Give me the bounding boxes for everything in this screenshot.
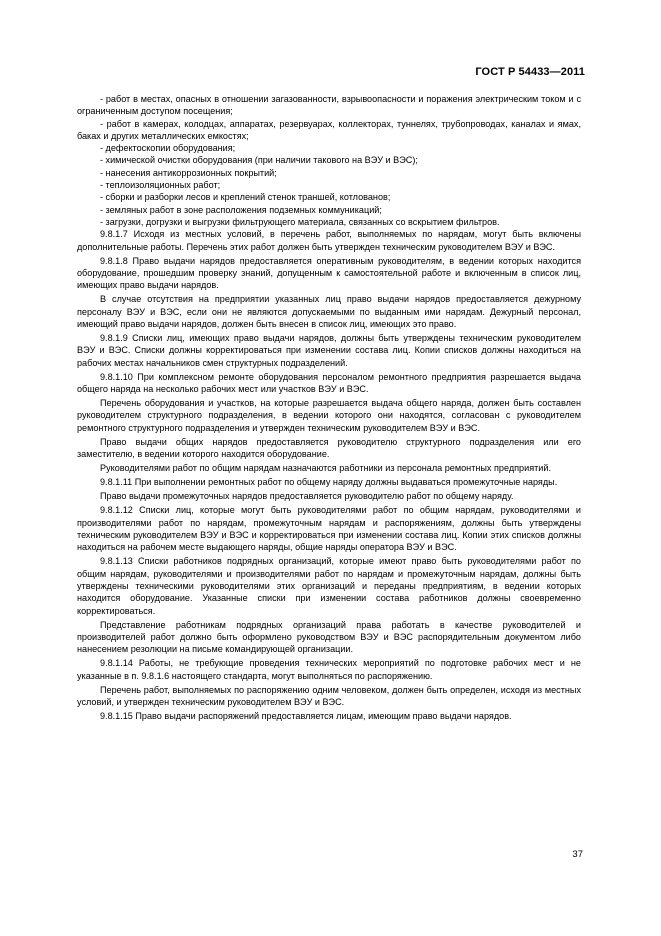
paragraph: - сборки и разборки лесов и креплений стенок траншей, котлованов; [100, 192, 391, 203]
paragraph: - работ в камерах, колодцах, аппаратах, резервуарах, коллекторах, туннелях, трубопроводах, каналах и ямах, баках и других металлических емкостях; [77, 118, 581, 141]
paragraph: Представление работникам подрядных организаций права работать в качестве руководителей и производителей работ должно быть оформлено руководством ВЭУ и ВЭС распорядительным документом либо нанесением резолюции на письме командирующей организации. [77, 619, 581, 655]
paragraph: - загрузки, догрузки и выгрузки фильтрующего материала, связанных со вскрытием фильтров. [100, 216, 500, 227]
paragraph: Право выдачи промежуточных нарядов предоставляется руководителю работ по общему наряду. [100, 491, 514, 502]
paragraph: - работ в местах, опасных в отношении загазованности, взрывоопасности и поражения электрическим током и с ограниченным доступом посещения; [77, 94, 581, 117]
paragraph: - нанесения антикоррозионных покрытий; [100, 167, 277, 178]
page-number: 37 [572, 849, 583, 860]
paragraph: 9.8.1.11 При выполнении ремонтных работ по общему наряду должны выдаваться промежуточные наряды. [100, 477, 558, 488]
paragraph: 9.8.1.12 Списки лиц, которые могут быть руководителями работ по общим нарядам, руководителями и производителями работ по нарядам, промежуточным нарядам и распоряжениям, должны быть утверждены техническим руководителем ВЭУ и ВЭС и корректироваться при изменении состава лиц. Копии этих списков должны находиться на рабочем месте выдающего наряды, общие наряды оператора ВЭУ и ВЭС. [77, 505, 581, 553]
standard-header: ГОСТ Р 54433—2011 [475, 66, 585, 78]
paragraph: Право выдачи общих нарядов предоставляется руководителю структурного подразделения или его заместителю, в ведении которого находится оборудование. [77, 436, 581, 460]
paragraph: 9.8.1.14 Работы, не требующие проведения технических мероприятий по подготовке рабочих мест и не указанные в п. 9.8.1.6 настоящего стандарта, могут выполняться по распоряжению. [77, 658, 581, 681]
paragraph: 9.8.1.15 Право выдачи распоряжений предоставляется лицам, имеющим право выдачи нарядов. [100, 711, 512, 722]
paragraph: 9.8.1.7 Исходя из местных условий, в перечень работ, выполняемых по нарядам, могут быть включены дополнительные работы. Перечень этих работ должен быть утвержден техническим руководителем ВЭУ и ВЭС. [77, 229, 581, 252]
document-body [77, 93, 581, 723]
paragraph: В случае отсутствия на предприятии указанных лиц право выдачи нарядов предоставляется дежурному персоналу ВЭУ и ВЭС, если они не являются допускаемыми по выданным ими нарядам. Дежурный персонал, имеющий право выдачи нарядов, должен быть внесен в список лиц, имеющих это право. [77, 294, 581, 329]
paragraph: - теплоизоляционных работ; [100, 180, 221, 191]
paragraph: 9.8.1.13 Списки работников подрядных организаций, которые имеют право быть руководителями работ по общим нарядам, руководителями и производителями работ по нарядам и промежуточным нарядам, должны быть утверждены техническими руководителями этих организаций и переданы предприятиям, в ведении которых находится оборудование. Указанные списки при изменении состава работников должны своевременно корректироваться. [77, 556, 581, 616]
paragraph: Руководителями работ по общим нарядам назначаются работники из персонала ремонтных предприятий. [100, 463, 551, 474]
paragraph: 9.8.1.8 Право выдачи нарядов предоставляется оперативным руководителям, в ведении которых находится оборудование, прошедшим проверку знаний, допущенным к самостоятельной работе и включенным в список лиц, имеющих право выдачи нарядов. [77, 255, 581, 291]
paragraph: Перечень работ, выполняемых по распоряжению одним человеком, должен быть определен, исходя из местных условий, и утвержден техническим руководителем ВЭУ и ВЭС. [77, 684, 581, 708]
paragraph: - земляных работ в зоне расположения подземных коммуникаций; [100, 204, 382, 215]
paragraph: 9.8.1.9 Списки лиц, имеющих право выдачи нарядов, должны быть утверждены техническим руководителем ВЭУ и ВЭС. Списки должны корректироваться при изменении состава лиц. Копии списков должны находиться на рабочих местах начальников смен структурных подразделений. [77, 333, 581, 368]
paragraph: - химической очистки оборудования (при наличии такового на ВЭУ и ВЭС); [100, 155, 418, 166]
paragraph: - дефектоскопии оборудования; [100, 143, 236, 154]
paragraph: Перечень оборудования и участков, на которые разрешается выдача общего наряда, должен быть составлен руководителем структурного подразделения, в ведении которого они находятся, согласован с руководителем ремонтного структурного подразделения и утвержден техническим руководителем ВЭУ и ВЭС. [77, 398, 581, 433]
paragraph: 9.8.1.10 При комплексном ремонте оборудования персоналом ремонтного предприятия разрешается выдача общего наряда на несколько рабочих мест или участков ВЭУ и ВЭС. [77, 371, 581, 395]
